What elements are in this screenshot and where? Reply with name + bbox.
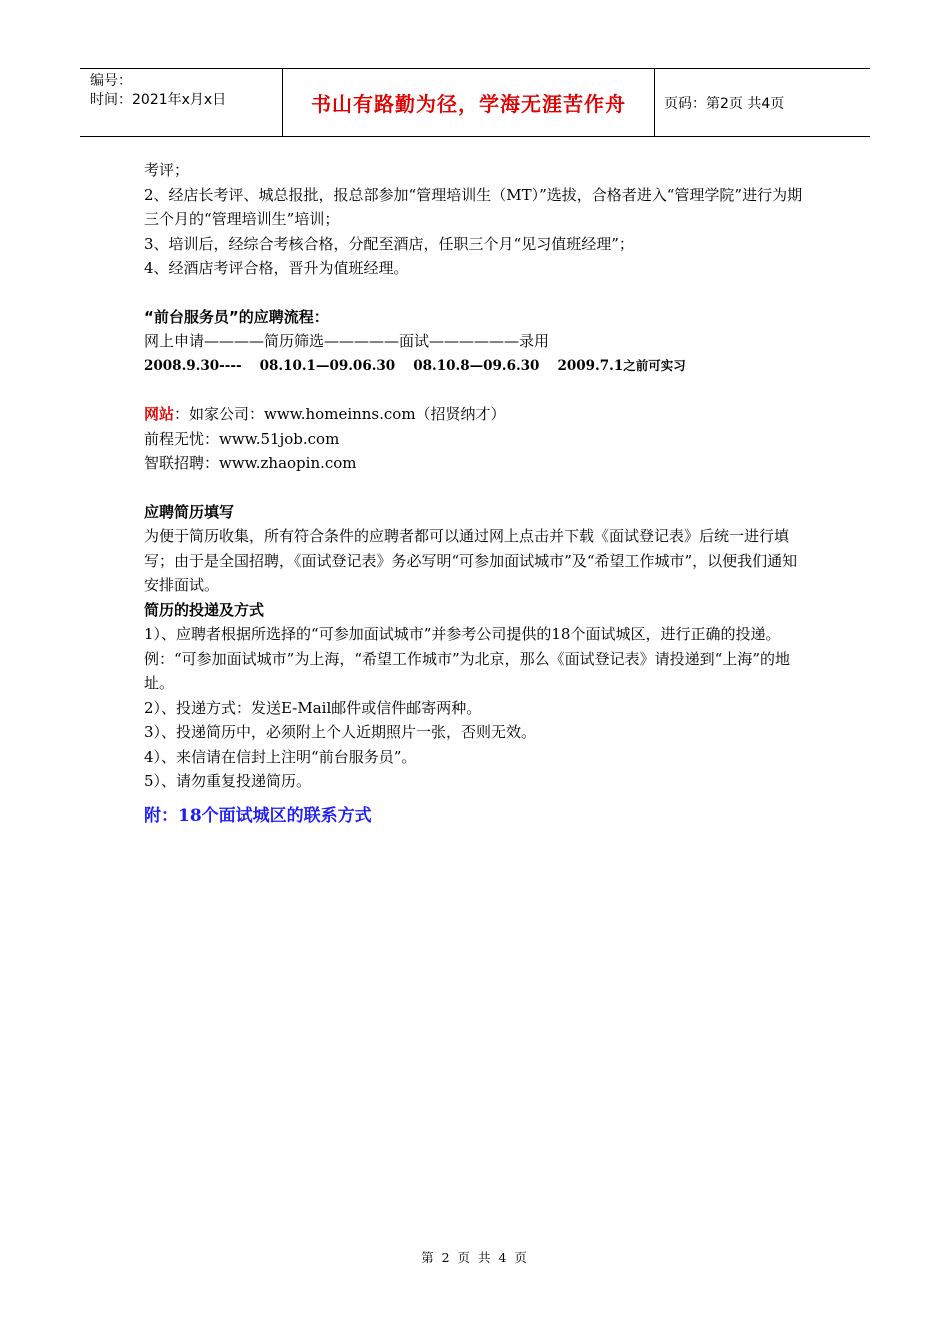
spacer (144, 476, 812, 500)
delivery-item-4: 4）、来信请在信封上注明“前台服务员”。 (144, 747, 417, 766)
delivery-item-5: 5）、请勿重复投递简历。 (144, 772, 312, 790)
header-motto: 书山有路勤为径，学海无涯苦作舟 (311, 92, 626, 116)
resume-title: 应聘简历填写 (144, 502, 235, 521)
flow-title: “前台服务员”的应聘流程： (144, 307, 329, 326)
website-label: 网站 (144, 405, 175, 423)
spacer (144, 281, 812, 305)
number-label: 编号： (90, 73, 132, 89)
page-footer (0, 1248, 950, 1266)
flow-steps: 网上申请————简历筛选—————面试——————录用 (144, 332, 550, 350)
flow-date-2: 08.10.1—09.06.30 (259, 357, 396, 374)
delivery-item-2: 2）、投递方式：发送E-Mail邮件或信件邮寄两种。 (144, 698, 482, 717)
delivery-title: 简历的投递及方式 (144, 600, 265, 619)
flow-date-1: 2008.9.30---- (144, 357, 242, 374)
spacer (144, 378, 812, 402)
flow-dates (144, 354, 812, 379)
appendix-title: 附：18个面试城区的联系方式 (144, 805, 372, 826)
delivery-item-3: 3）、投递简历中，必须附上个人近期照片一张，否则无效。 (144, 723, 537, 741)
document-body (144, 158, 812, 828)
body-line-4: 3、培训后，经综合考核合格，分配至酒店，任职三个月“见习值班经理”； (144, 234, 634, 253)
header-motto-cell (282, 69, 655, 136)
time-label: 时间：2021年x月x日 (90, 92, 227, 108)
body-line-1: 考评； (144, 161, 190, 179)
website-homeinns[interactable]: ：如家公司：www.homeinns.com（招贤纳才） (174, 405, 506, 423)
header-page-info (655, 69, 870, 136)
resume-text: 为便于简历收集，所有符合条件的应聘者都可以通过网上点击并下载《面试登记表》后统一进行填写；由于是全国招聘，《面试登记表》务必写明“可参加面试城市”及“希望工作城市”，以便我们通知安排面试。 (144, 527, 798, 594)
page-header (80, 68, 870, 137)
website-line-1 (144, 402, 812, 427)
body-line-2: 2、经店长考评、城总报批，报总部参加“管理培训生（MT）”选拔，合格者进入“管理学院”进行为期 (144, 185, 803, 204)
website-zhaopin[interactable]: 智联招聘：www.zhaopin.com (144, 454, 357, 472)
flow-date-4: 2009.7.1 (557, 357, 624, 374)
delivery-item-1: 1）、应聘者根据所选择的“可参加面试城市”并参考公司提供的18个面试城区，进行正确的投递。例：“可参加面试城市”为上海，“希望工作城市”为北京，那么《面试登记表》请投递到“上海”的地址。 (144, 625, 791, 692)
flow-date-3: 08.10.8—09.6.30 (413, 357, 540, 374)
header-meta (80, 69, 282, 136)
footer-page-number: 第 2 页 共 4 页 (421, 1250, 529, 1265)
body-line-5: 4、经酒店考评合格，晋升为值班经理。 (144, 259, 409, 277)
body-line-3: 三个月的“管理培训生”培训； (144, 210, 340, 228)
flow-date-4-suffix: 之前可实习 (623, 357, 686, 373)
page-info-text: 页码：第2页 共4页 (664, 95, 785, 112)
website-51job[interactable]: 前程无忧：www.51job.com (144, 429, 340, 448)
